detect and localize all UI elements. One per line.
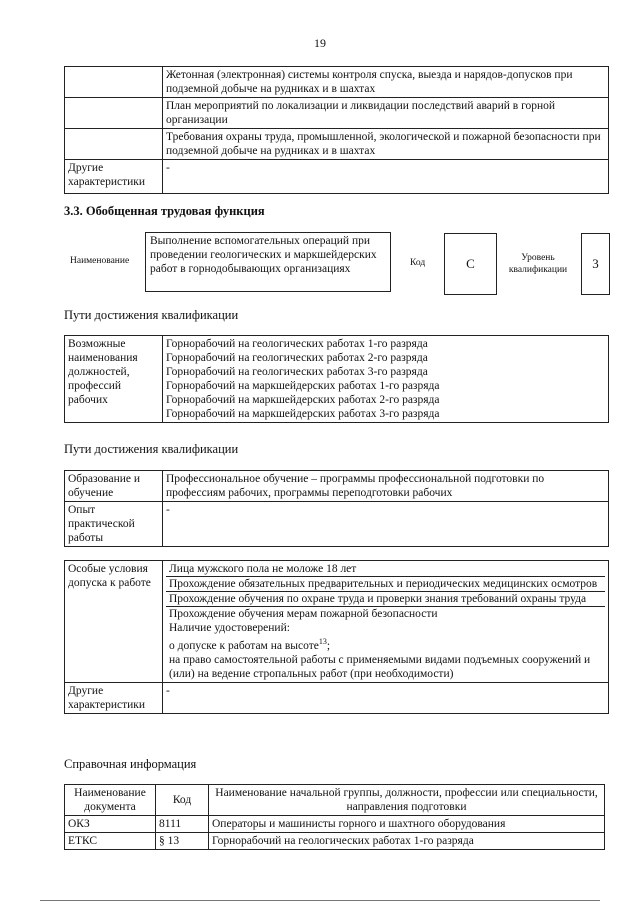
experience-label: Опыт практической работы: [65, 502, 163, 547]
positions-label: Возможные наименования должностей, профессий рабочих: [65, 336, 163, 423]
ref-cell: Горнорабочий на геологических работах 1-го разряда: [209, 833, 605, 850]
code-label: Код: [410, 258, 426, 268]
reference-heading: Справочная информация: [64, 757, 197, 771]
level-value: 3: [592, 256, 599, 271]
section-title: 3.3. Обобщенная трудовая функция: [64, 204, 265, 218]
page-number: 19: [314, 36, 326, 50]
condition-item: о допуске к работам на высоте$^{13}$;: [169, 637, 331, 652]
condition-text: о допуске к работам на высоте: [169, 639, 319, 652]
other-characteristics-label-2: Другие характеристики: [65, 682, 163, 713]
experience-value: -: [163, 502, 609, 547]
positions-table: [64, 335, 609, 423]
knowledge-row: План мероприятий по локализации и ликвидации последствий аварий в горной организации: [163, 98, 609, 129]
qualification-paths-heading-2: Пути достижения квалификации: [64, 442, 239, 456]
footnote-ref: 13: [318, 637, 327, 646]
other-characteristics-label: Другие характеристики: [65, 160, 163, 194]
education-table: [64, 470, 609, 547]
level-box: [581, 233, 610, 295]
conditions-label: Особые условия допуска к работе: [65, 561, 163, 683]
position-item: Горнорабочий на геологических работах 1-го разряда: [166, 338, 428, 350]
position-item: Горнорабочий на маркшейдерских работах 3-го разряда: [166, 408, 440, 420]
ref-cell: ОКЗ: [65, 816, 156, 833]
knowledge-row: Требования охраны труда, промышленной, экологической и пожарной безопасности при подземной добыче на рудниках и в шахтах: [163, 129, 609, 160]
ref-cell: ЕТКС: [65, 833, 156, 850]
ref-header-code: Код: [156, 785, 209, 816]
function-name-box: [145, 232, 391, 292]
knowledge-row: Жетонная (электронная) системы контроля спуска, выезда и нарядов-допусков при подземной добыче на рудниках и в шахтах: [163, 67, 609, 98]
code-value: C: [466, 256, 475, 271]
qualification-paths-heading: Пути достижения квалификации: [64, 308, 239, 322]
position-item: Горнорабочий на маркшейдерских работах 2-го разряда: [166, 394, 440, 406]
condition-item: Наличие удостоверений:: [169, 622, 290, 634]
condition-item: Прохождение обязательных предварительных и периодических медицинских осмотров: [166, 576, 605, 591]
name-label: Наименование: [70, 256, 130, 266]
other-characteristics-value: -: [163, 160, 609, 194]
top-characteristics-table: [64, 66, 609, 194]
ref-cell: 8111: [156, 816, 209, 833]
condition-item: Прохождение обучения мерам пожарной безопасности: [166, 606, 605, 621]
position-item: Горнорабочий на маркшейдерских работах 1-го разряда: [166, 380, 440, 392]
condition-item: Лица мужского пола не моложе 18 лет: [169, 563, 357, 575]
bottom-rule: [40, 900, 600, 901]
level-label: Уровень квалификации: [508, 253, 568, 275]
condition-item: Прохождение обучения по охране труда и проверки знания требований охраны труда: [166, 591, 605, 606]
ref-header-name: Наименование начальной группы, должности, профессии или специальности, направления подготовки: [209, 785, 605, 816]
condition-item: на право самостоятельной работы с применяемыми видами подъемных сооружений и (или) на ведение стропальных работ (при необходимости): [169, 653, 591, 680]
position-item: Горнорабочий на геологических работах 3-го разряда: [166, 366, 428, 378]
function-name-value: Выполнение вспомогательных операций при проведении геологических и маркшейдерских работ в горнодобывающих организациях: [150, 235, 377, 275]
other-characteristics-value-2: -: [163, 682, 609, 713]
code-box: [444, 233, 497, 295]
ref-cell: Операторы и машинисты горного и шахтного оборудования: [209, 816, 605, 833]
education-value: Профессиональное обучение – программы профессиональной подготовки по профессиям рабочих, программы переподготовки рабочих: [163, 471, 609, 502]
ref-cell: § 13: [156, 833, 209, 850]
position-item: Горнорабочий на геологических работах 2-го разряда: [166, 352, 428, 364]
ref-header-doc: Наименование документа: [65, 785, 156, 816]
reference-table: [64, 784, 605, 850]
conditions-table: [64, 560, 609, 714]
education-label: Образование и обучение: [65, 471, 163, 502]
